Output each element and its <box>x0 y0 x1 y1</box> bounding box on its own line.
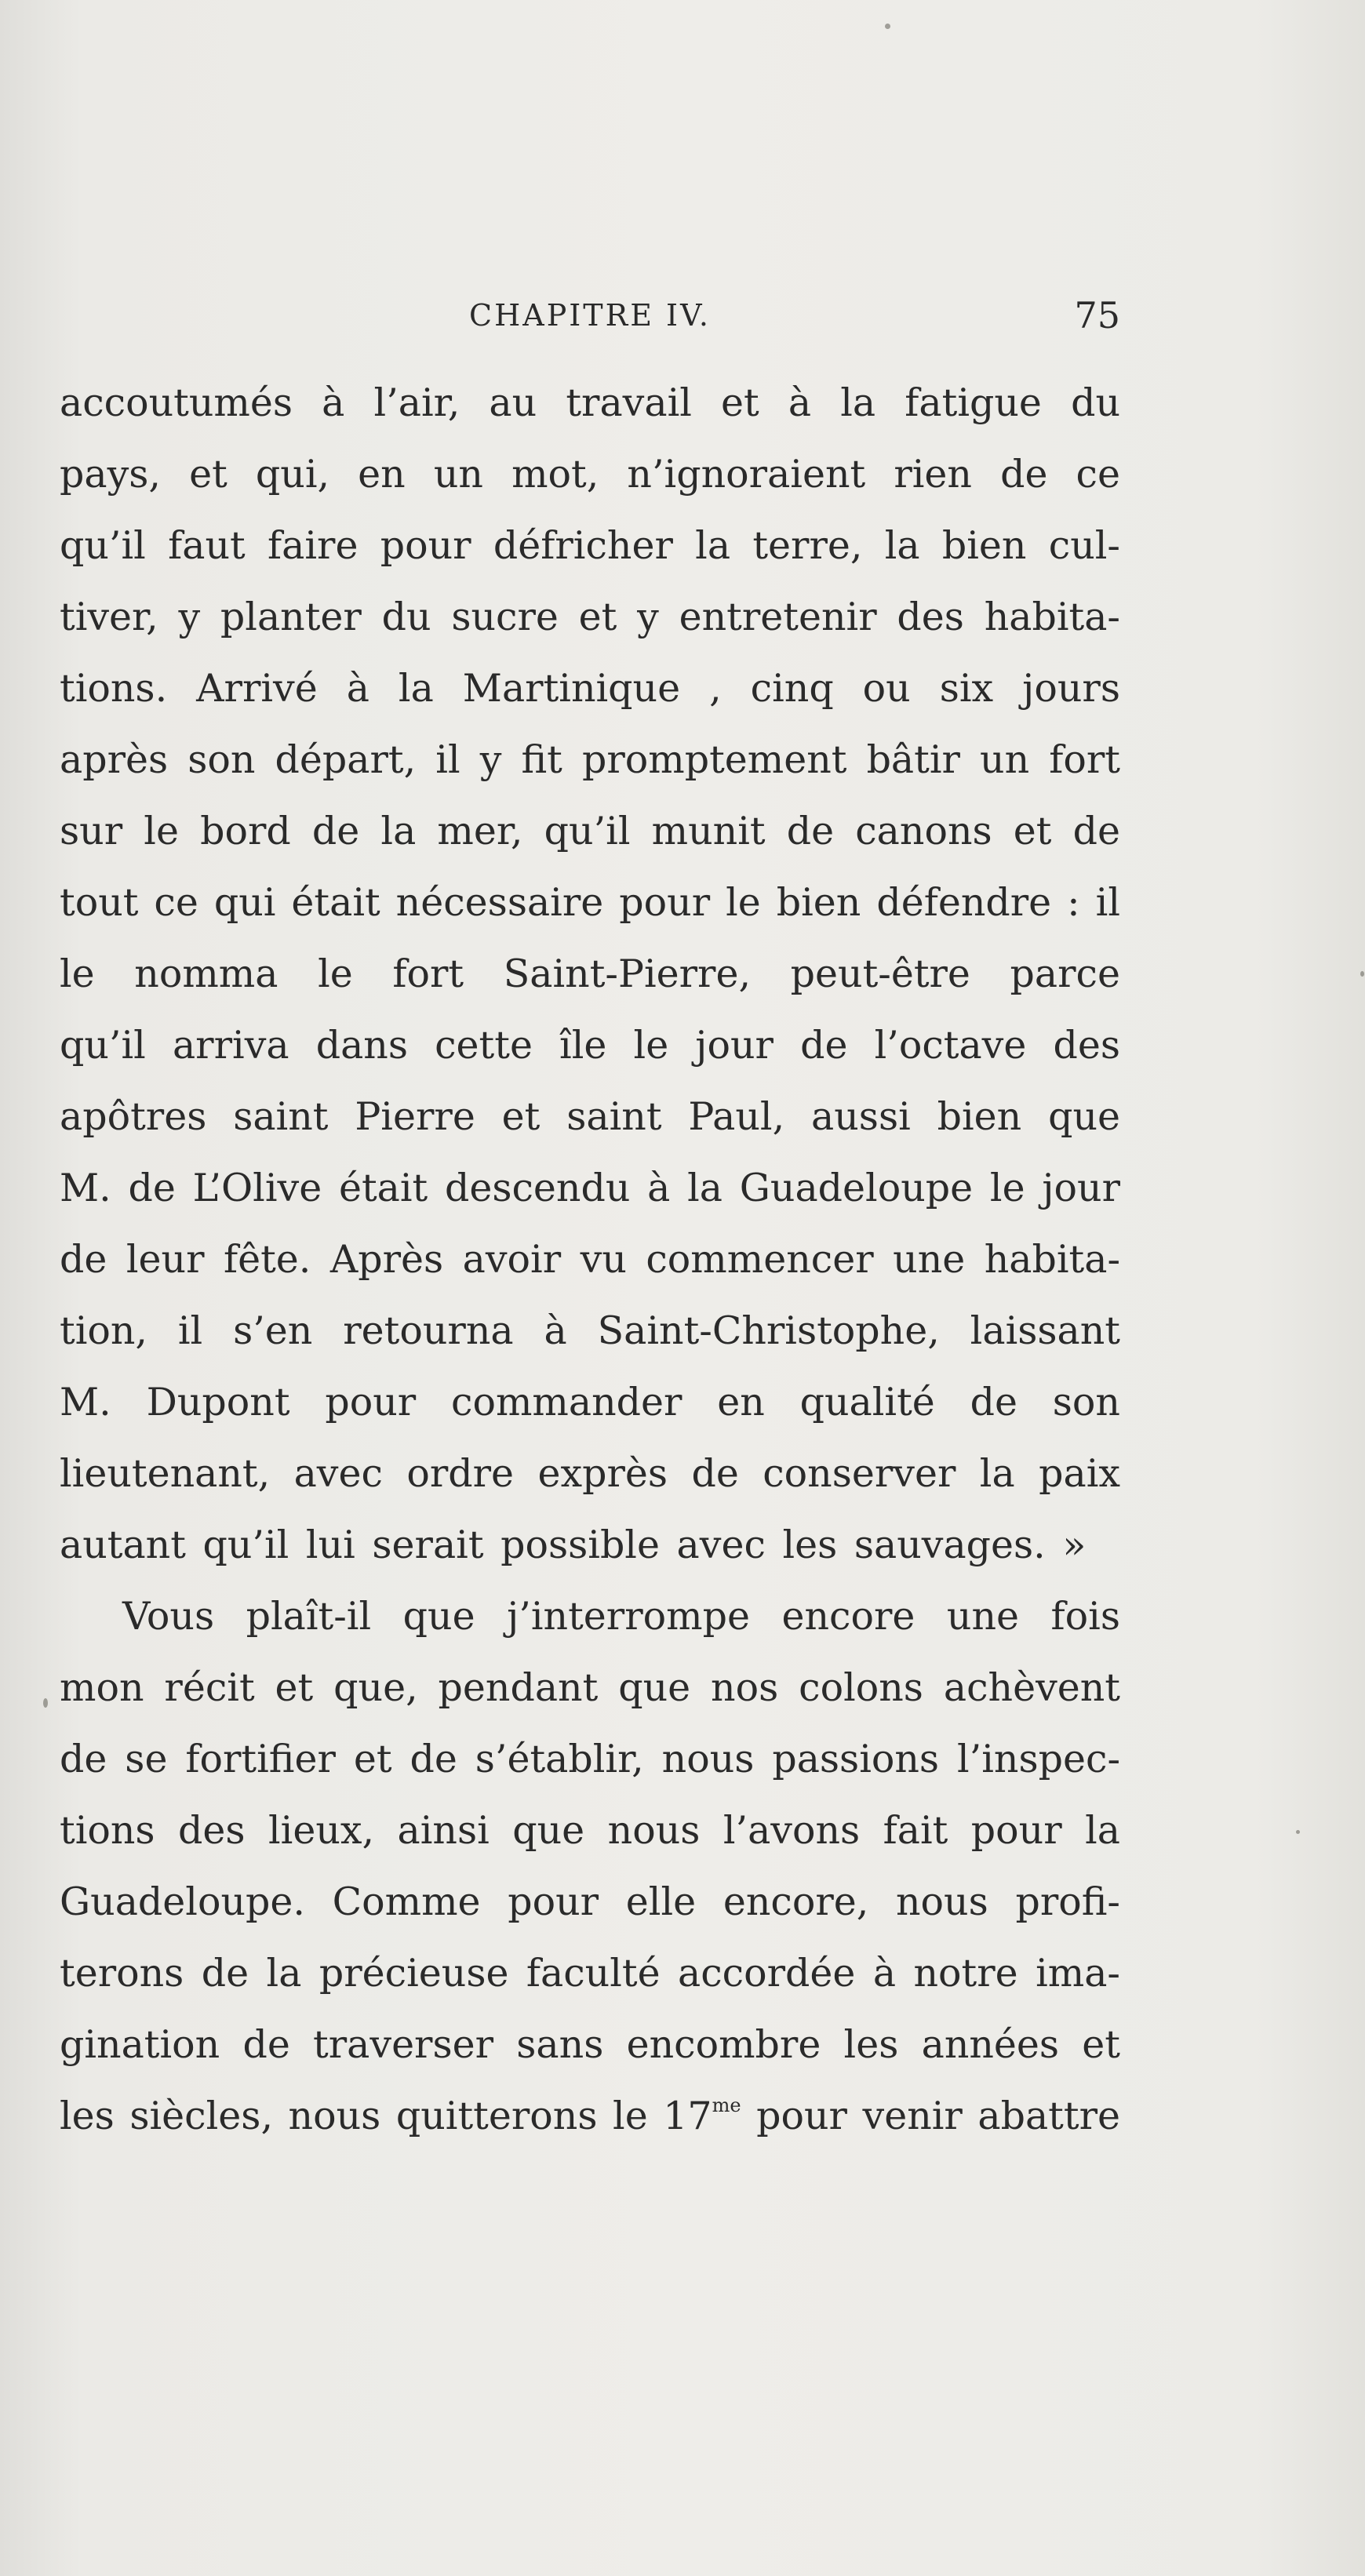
text-line: le nomma le fort Saint-Pierre, peut-être parce <box>60 951 1120 996</box>
paper-speck <box>885 24 890 29</box>
text-line: tions. Arrivé à la Martinique , cinq ou six jours <box>60 666 1120 711</box>
text-line: M. de L’Olive était descendu à la Guadeloupe le jour <box>60 1166 1120 1210</box>
text-line: après son départ, il y fit promptement bâtir un fort <box>60 737 1120 782</box>
final-line-end: pour venir abattre <box>741 2094 1120 2138</box>
text-line: pays, et qui, en un mot, n’ignoraient rien de ce <box>60 452 1120 497</box>
paper-speck <box>1296 1830 1300 1834</box>
text-line: qu’il arriva dans cette île le jour de l’octave des <box>60 1023 1120 1068</box>
text-line: Guadeloupe. Comme pour elle encore, nous profi- <box>60 1879 1120 1924</box>
ordinal-superscript: me <box>712 2094 741 2116</box>
text-line: tout ce qui était nécessaire pour le bien défendre : il <box>60 880 1120 925</box>
text-line: mon récit et que, pendant que nos colons achèvent <box>60 1665 1120 1710</box>
paper-speck <box>43 1698 48 1708</box>
page-number: 75 <box>1074 294 1120 337</box>
text-line: de leur fête. Après avoir vu commencer une habita- <box>60 1237 1120 1282</box>
text-line: accoutumés à l’air, au travail et à la fatigue du <box>60 380 1120 425</box>
page-header <box>60 292 1120 339</box>
text-line: de se fortifier et de s’établir, nous passions l’inspec- <box>60 1737 1120 1781</box>
text-line: gination de traverser sans encombre les années et <box>60 2022 1120 2067</box>
text-line: M. Dupont pour commander en qualité de son <box>60 1380 1120 1424</box>
text-line: autant qu’il lui serait possible avec les sauvages. » <box>60 1523 1087 1567</box>
text-line: tiver, y planter du sucre et y entretenir des habita- <box>60 595 1120 639</box>
paragraph-first-line: Vous plaît-il que j’interrompe encore une fois <box>122 1594 1120 1639</box>
text-line-final <box>60 2080 1120 2152</box>
paper-speck <box>1360 971 1364 977</box>
text-line: sur le bord de la mer, qu’il munit de canons et de <box>60 809 1120 853</box>
running-title: CHAPITRE IV. <box>469 298 711 333</box>
text-line: terons de la précieuse faculté accordée à notre ima- <box>60 1951 1120 1996</box>
body-text <box>60 367 1120 2152</box>
text-line: apôtres saint Pierre et saint Paul, aussi bien que <box>60 1094 1120 1139</box>
text-line: tion, il s’en retourna à Saint-Christophe, laissant <box>60 1308 1120 1353</box>
text-line: tions des lieux, ainsi que nous l’avons fait pour la <box>60 1808 1120 1853</box>
text-line: qu’il faut faire pour défricher la terre, la bien cul- <box>60 523 1120 568</box>
text-line: lieutenant, avec ordre exprès de conserver la paix <box>60 1451 1120 1496</box>
final-line-start: les siècles, nous quitterons le 17 <box>60 2094 712 2138</box>
